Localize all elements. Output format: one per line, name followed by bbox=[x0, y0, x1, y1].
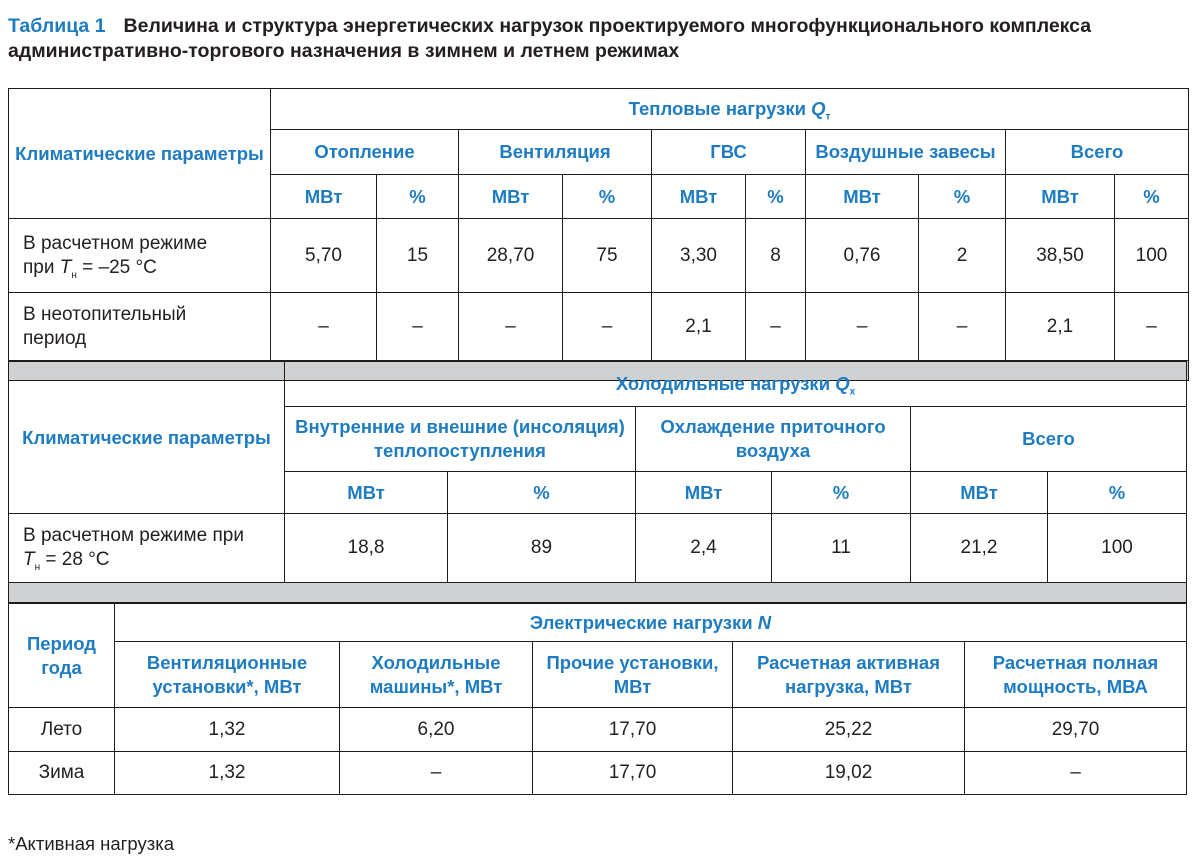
heat-unit-mw: МВт bbox=[1006, 175, 1115, 219]
elec-group-title: Электрические нагрузки N bbox=[115, 604, 1187, 642]
table-cell: 1,32 bbox=[115, 708, 340, 752]
footnote: *Активная нагрузка bbox=[8, 833, 174, 854]
cold-col-heat-gains: Внутренние и внешние (инсоляция) теплопоступления bbox=[285, 407, 636, 472]
table-cell: 100 bbox=[1115, 219, 1189, 293]
table-cell: 3,30 bbox=[652, 219, 746, 293]
heat-row-header: Климатические параметры bbox=[9, 89, 271, 219]
table-cell: 15 bbox=[377, 219, 459, 293]
section-separator bbox=[9, 583, 1187, 603]
table-cell: 11 bbox=[772, 514, 911, 583]
table-cell: 17,70 bbox=[533, 752, 733, 795]
heat-col-hot-water: ГВС bbox=[652, 130, 806, 175]
table-cell: 89 bbox=[448, 514, 636, 583]
heat-unit-mw: МВт bbox=[806, 175, 919, 219]
cold-row-header: Климатические параметры bbox=[9, 362, 285, 514]
elec-row-label: Лето bbox=[9, 708, 115, 752]
cold-unit-pct: % bbox=[1048, 472, 1187, 514]
cold-unit-pct: % bbox=[448, 472, 636, 514]
heat-group-title: Тепловые нагрузки $Q_т$ bbox=[271, 89, 1189, 130]
heat-unit-pct: % bbox=[563, 175, 652, 219]
elec-col-ventilation: Вентиляционные установки*, МВт bbox=[115, 642, 340, 708]
table-cell: – bbox=[340, 752, 533, 795]
table-cell: – bbox=[746, 293, 806, 361]
table-cell: 28,70 bbox=[459, 219, 563, 293]
heat-unit-mw: МВт bbox=[459, 175, 563, 219]
table-cell: 2,1 bbox=[652, 293, 746, 361]
heat-unit-pct: % bbox=[377, 175, 459, 219]
cooling-loads-table bbox=[8, 361, 1187, 603]
heat-loads-table bbox=[8, 88, 1189, 381]
cold-unit-pct: % bbox=[772, 472, 911, 514]
table-cell: 0,76 bbox=[806, 219, 919, 293]
table-caption bbox=[8, 14, 1192, 64]
heat-row1-label: В расчетном режиме при $T_н = -25$ °С bbox=[9, 219, 271, 293]
caption-label: Таблица 1 bbox=[8, 15, 106, 37]
table-cell: 19,02 bbox=[733, 752, 965, 795]
cold-unit-mw: МВт bbox=[285, 472, 448, 514]
electric-loads-table bbox=[8, 603, 1187, 795]
elec-col-full-power: Расчетная полная мощность, МВА bbox=[965, 642, 1187, 708]
heat-unit-pct: % bbox=[919, 175, 1006, 219]
table-cell: 38,50 bbox=[1006, 219, 1115, 293]
cold-row1-label: В расчетном режиме при $T_н = 28$ °С bbox=[9, 514, 285, 583]
table-cell: – bbox=[377, 293, 459, 361]
cold-unit-mw: МВт bbox=[636, 472, 772, 514]
gray-band bbox=[9, 583, 1187, 603]
cold-unit-mw: МВт bbox=[911, 472, 1048, 514]
table-cell: 18,8 bbox=[285, 514, 448, 583]
table-cell: – bbox=[919, 293, 1006, 361]
table-cell: 25,22 bbox=[733, 708, 965, 752]
table-cell: – bbox=[1115, 293, 1189, 361]
heat-unit-pct: % bbox=[1115, 175, 1189, 219]
caption-title: Величина и структура энергетических нагрузок проектируемого многофункционального комплекса административно-торгового назначения в зимнем и летнем режимах bbox=[8, 15, 1092, 62]
elec-row-label: Зима bbox=[9, 752, 115, 795]
table-cell: 21,2 bbox=[911, 514, 1048, 583]
table-cell: – bbox=[965, 752, 1187, 795]
table-cell: – bbox=[459, 293, 563, 361]
table-cell: 17,70 bbox=[533, 708, 733, 752]
table-cell: 2 bbox=[919, 219, 1006, 293]
table-cell: – bbox=[806, 293, 919, 361]
table-cell: 29,70 bbox=[965, 708, 1187, 752]
table-cell: 75 bbox=[563, 219, 652, 293]
elec-col-active-load: Расчетная активная нагрузка, МВт bbox=[733, 642, 965, 708]
heat-unit-pct: % bbox=[746, 175, 806, 219]
table-cell: – bbox=[563, 293, 652, 361]
elec-col-chillers: Холодильные машины*, МВт bbox=[340, 642, 533, 708]
table-cell: 2,4 bbox=[636, 514, 772, 583]
table-cell: 8 bbox=[746, 219, 806, 293]
heat-unit-mw: МВт bbox=[271, 175, 377, 219]
table-cell: 2,1 bbox=[1006, 293, 1115, 361]
table-row bbox=[9, 708, 1187, 752]
heat-col-air-curtains: Воздушные завесы bbox=[806, 130, 1006, 175]
cold-group-title: Холодильные нагрузки $Q_х$ bbox=[285, 362, 1187, 407]
cold-col-total: Всего bbox=[911, 407, 1187, 472]
table-cell: 1,32 bbox=[115, 752, 340, 795]
elec-row-header: Период года bbox=[9, 604, 115, 708]
table-row bbox=[9, 514, 1187, 583]
heat-row2-label: В неотопительный период bbox=[9, 293, 271, 361]
heat-col-ventilation: Вентиляция bbox=[459, 130, 652, 175]
table-cell: – bbox=[271, 293, 377, 361]
table-row bbox=[9, 752, 1187, 795]
elec-col-other: Прочие установки, МВт bbox=[533, 642, 733, 708]
heat-col-heating: Отопление bbox=[271, 130, 459, 175]
table-cell: 6,20 bbox=[340, 708, 533, 752]
table-cell: 100 bbox=[1048, 514, 1187, 583]
heat-col-total: Всего bbox=[1006, 130, 1189, 175]
heat-unit-mw: МВт bbox=[652, 175, 746, 219]
table-row bbox=[9, 293, 1189, 361]
table-row bbox=[9, 219, 1189, 293]
cold-col-air-cooling: Охлаждение приточного воздуха bbox=[636, 407, 911, 472]
table-cell: 5,70 bbox=[271, 219, 377, 293]
